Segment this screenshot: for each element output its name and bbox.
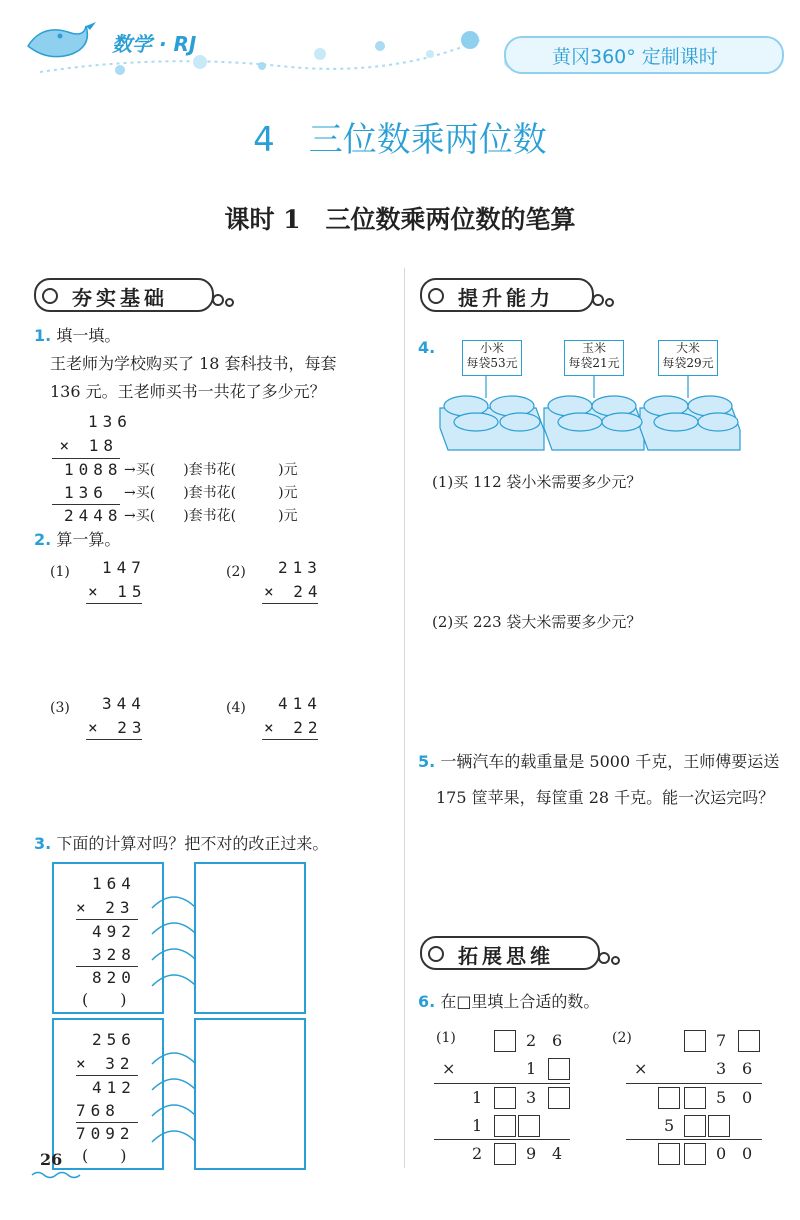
q3-arcs-2 [148,1042,198,1152]
q2-item-bottom: × 24 [264,582,323,601]
q6-p1-box[interactable] [518,1115,540,1137]
q2-title: 算一算。 [56,530,121,549]
q2-item-top: 147 [102,558,146,577]
q2-item-label: (2) [226,564,246,580]
q6-p2-box[interactable] [658,1087,680,1109]
q6-p1-digit: 4 [552,1144,563,1163]
q1-partial-1: 1088 [64,460,123,479]
q3-title: 下面的计算对吗？把不对的改正过来。 [56,834,329,853]
q2-item-label: (3) [50,700,70,716]
q3-calc-r2: 768 [76,1101,120,1120]
q1-blank-row-2 [124,481,298,505]
q3-judge-2[interactable]: ( ) [82,1146,127,1165]
q6-p2-digit: 7 [716,1031,727,1050]
q3-judge-1[interactable]: ( ) [82,990,127,1009]
bird-icon [28,22,96,57]
q3-calc-b: × 32 [76,1054,135,1073]
q3-number: 3. [34,834,52,853]
q3-calc-rule [76,966,138,967]
q6-p1-box[interactable] [548,1058,570,1080]
q6-p1-digit: 9 [526,1144,537,1163]
q6-p1-digit: 3 [526,1088,537,1107]
q1-rule-2 [52,504,120,505]
q1-partial-2: 136 [64,483,108,502]
price-sign-name: 小米 [479,341,504,355]
q6-p1-digit: 6 [552,1031,563,1050]
arrow-icon: → [124,508,136,524]
q6-p1-box[interactable] [548,1087,570,1109]
q6-p2-box[interactable] [684,1115,706,1137]
arrow-icon: → [124,485,136,501]
q6-p2-times: × [634,1059,648,1078]
q3-calc-rule [76,1122,138,1123]
section-improve-title: 提升能力 [458,286,554,310]
q5-line1-row [418,750,779,774]
q6-p2-digit: 0 [742,1088,753,1107]
q2-item-rule [86,603,142,604]
page-number-wave [30,1170,90,1180]
q6-p2-digit: 0 [716,1144,727,1163]
q3-calc-r3: 820 [92,968,136,987]
q3-calc-a: 256 [92,1030,136,1049]
q3-calc-r1: 412 [92,1078,136,1097]
q2-item-label: (4) [226,700,246,716]
q6-p2-digit: 6 [742,1059,753,1078]
q3-calc-rule [76,1075,138,1076]
q3-correction-box-1[interactable] [194,862,306,1014]
section-basics-title: 夯实基础 [72,286,168,310]
q6-p2-box[interactable] [658,1143,680,1165]
q4-sub1: (1)买 112 袋小米需要多少元？ [432,473,642,491]
q6-p1-box[interactable] [494,1143,516,1165]
q6-heading [418,990,599,1014]
section-extend-title: 拓展思维 [458,944,554,968]
q3-calc-r2: 328 [92,945,136,964]
q2-item-bottom: × 23 [88,718,147,737]
q6-p2-box[interactable] [684,1087,706,1109]
q3-heading [34,832,328,856]
q1-blank-row-3 [124,504,298,528]
q6-p2-digit: 5 [716,1088,727,1107]
q6-p1-digit: 2 [472,1144,483,1163]
q6-p2-box[interactable] [684,1030,706,1052]
q6-p1-digit: 2 [526,1031,537,1050]
q3-calc-a: 164 [92,874,136,893]
q5-number: 5. [418,752,436,771]
q6-p1-box[interactable] [494,1087,516,1109]
column-divider [404,268,405,1168]
q6-p2-box[interactable] [684,1143,706,1165]
q5-line2: 175 筐苹果，每筐重 28 千克。能一次运完吗？ [436,788,775,807]
lesson-title: 课时 1 三位数乘两位数的笔算 [224,205,576,234]
q2-item-rule [86,739,142,740]
q2-number: 2. [34,530,52,549]
q2-item-rule [262,603,318,604]
q6-p1-digit: 1 [472,1116,483,1135]
q3-arcs-1 [148,886,198,996]
q6-p1-digit: 1 [526,1059,537,1078]
q3-calc-r1: 492 [92,922,136,941]
price-sign-millet [462,340,522,376]
q6-p2-digit: 5 [664,1116,675,1135]
page-number: 26 [40,1150,63,1169]
q3-calc-rule [76,919,138,920]
q2-item-bottom: × 22 [264,718,323,737]
q6-p2-label: (2) [612,1030,632,1046]
q6-p1-rule [434,1139,570,1140]
q1-blank-text[interactable]: 买( )套书花( )元 [135,508,298,524]
q1-text-line2: 136 元。王老师买书一共花了多少元？ [50,382,326,401]
q6-number: 6. [418,992,436,1011]
q6-p2-box[interactable] [738,1030,760,1052]
q6-p2-digit: 3 [716,1059,727,1078]
q6-p2-rule [626,1139,762,1140]
q6-p1-box[interactable] [494,1030,516,1052]
q6-title: 在□里填上合适的数。 [440,992,600,1011]
q6-p1-label: (1) [436,1030,456,1046]
q1-blank-text[interactable]: 买( )套书花( )元 [135,485,298,501]
q2-heading [34,528,120,552]
q6-p1-digit: 1 [472,1088,483,1107]
series-badge [504,36,784,74]
subject-label: 数学 · RJ [112,32,197,56]
q6-p1-times: × [442,1059,456,1078]
series-title: 黄冈360° 定制课时 [552,46,718,68]
q3-calc-b: × 23 [76,898,135,917]
price-sign-price: 每袋29元 [662,356,714,370]
q1-rule-1 [52,458,120,459]
q5-line1: 一辆汽车的载重量是 5000 千克，王师傅要运送 [440,752,780,771]
q1-heading [34,324,120,348]
price-sign-name: 大米 [675,341,700,355]
q1-blank-text[interactable]: 买( )套书花( )元 [135,462,298,478]
q3-calc-r3: 7092 [76,1124,135,1143]
q2-item-label: (1) [50,564,70,580]
section-basics-badge [34,278,214,312]
q2-item-bottom: × 15 [88,582,147,601]
q1-multiplier: × 18 [59,436,118,455]
q1-multiplicand: 136 [88,412,132,431]
q1-number: 1. [34,326,52,345]
chapter-title: 4 三位数乘两位数 [253,120,547,160]
arrow-icon: → [124,462,136,478]
q1-text-line1: 王老师为学校购买了 18 套科技书，每套 [50,354,337,373]
price-sign-corn [564,340,624,376]
q6-p2-box[interactable] [708,1115,730,1137]
q1-blank-row-1 [124,458,298,482]
q2-item-rule [262,739,318,740]
q4-number: 4. [418,338,436,357]
q1-total: 2448 [64,506,123,525]
q6-p2-digit: 0 [742,1144,753,1163]
q1-title: 填一填。 [56,326,121,345]
section-improve-badge [420,278,594,312]
q2-item-top: 344 [102,694,146,713]
q2-item-top: 213 [278,558,322,577]
section-extend-badge [420,936,600,970]
q6-p2-rule [626,1083,762,1084]
price-sign-name: 玉米 [581,341,606,355]
q4-sub2: (2)买 223 袋大米需要多少元？ [432,613,642,631]
q6-p1-box[interactable] [494,1115,516,1137]
q2-item-top: 414 [278,694,322,713]
price-sign-price: 每袋21元 [568,356,620,370]
q6-p1-rule [434,1083,570,1084]
price-sign-rice [658,340,718,376]
price-sign-price: 每袋53元 [466,356,518,370]
q3-correction-box-2[interactable] [194,1018,306,1170]
